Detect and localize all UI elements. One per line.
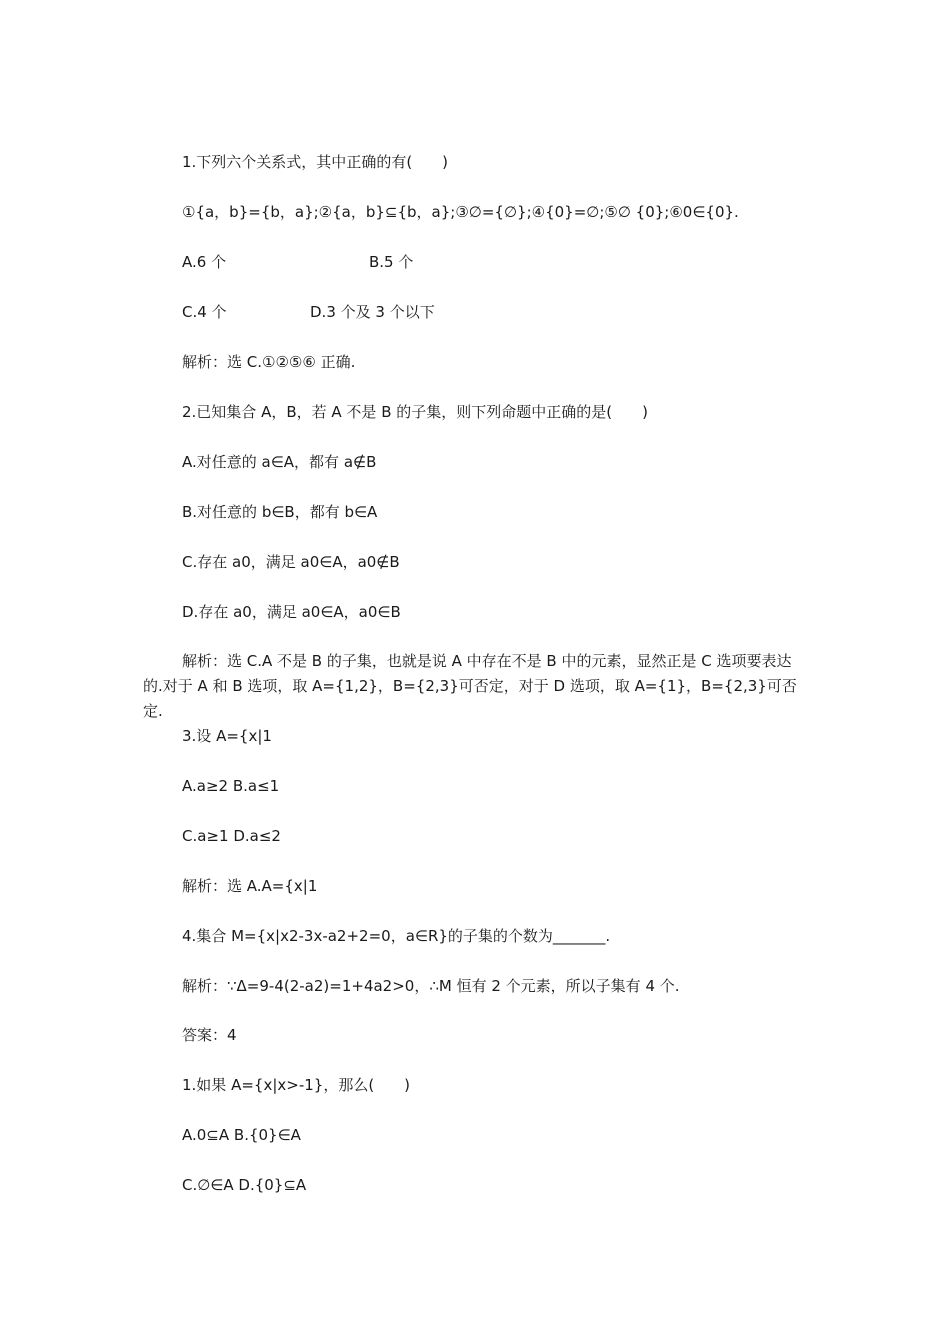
q1-stem: 1.下列六个关系式，其中正确的有( ) [182,153,449,171]
q3-analysis: 解析：选 A.A={x|1 [182,877,318,895]
q1-option-b: B.5 个 [369,253,414,271]
q3-stem: 3.设 A={x|1 [182,727,272,745]
q4-analysis: 解析：∵Δ=9-4(2-a2)=1+4a2>0，∴M 恒有 2 个元素，所以子集有 4 个. [182,977,680,995]
q1-option-a: A.6 个 [182,253,227,271]
q4-answer: 答案：4 [182,1026,237,1044]
ex1-stem: 1.如果 A={x|x>-1}，那么( ) [182,1076,411,1094]
q1-relations: ①{a，b}={b，a};②{a，b}⊆{b，a};③∅={∅};④{0}=∅;⑤∅ {0};⑥0∈{0}. [182,203,739,221]
q2-option-c: C.存在 a0，满足 a0∈A，a0∉B [182,553,400,571]
q3-options-ab: A.a≥2 B.a≤1 [182,777,280,795]
q2-option-b: B.对任意的 b∈B，都有 b∈A [182,503,378,521]
q3-options-cd: C.a≥1 D.a≤2 [182,827,281,845]
q2-analysis: 解析：选 C.A 不是 B 的子集，也就是说 A 中存在不是 B 中的元素，显然正是 C 选项要表达的.对于 A 和 B 选项，取 A={1,2}，B={2,3}可否定，对于 D 选项，取 A={1}，B={2,3}可否定. [143,652,797,720]
ex1-options-cd: C.∅∈A D.{0}⊆A [182,1176,307,1194]
q2-stem: 2.已知集合 A，B，若 A 不是 B 的子集，则下列命题中正确的是( ) [182,403,648,421]
q1-analysis: 解析：选 C.①②⑤⑥ 正确. [182,353,356,371]
q2-option-a: A.对任意的 a∈A，都有 a∉B [182,453,377,471]
q4-stem: 4.集合 M={x|x2-3x-a2+2=0，a∈R}的子集的个数为_______. [182,927,611,945]
q2-option-d: D.存在 a0，满足 a0∈A，a0∈B [182,603,401,621]
q1-option-d: D.3 个及 3 个以下 [310,303,435,321]
ex1-options-ab: A.0⊆A B.{0}∈A [182,1126,301,1144]
q1-option-c: C.4 个 [182,303,227,321]
